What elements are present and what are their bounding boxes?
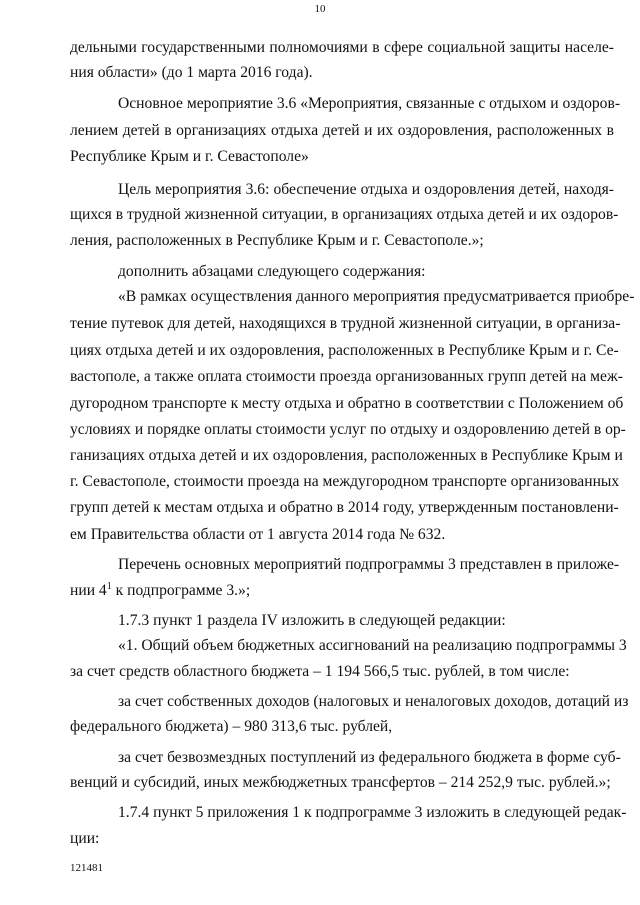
text-line: «В рамках осуществления данного мероприятия предусматривается приобре- bbox=[118, 288, 635, 305]
text-line: ем Правительства области от 1 августа 2014 года № 632. bbox=[70, 526, 446, 543]
text-line: за счет средств областного бюджета – 1 194 566,5 тыс. рублей, в том числе: bbox=[70, 663, 570, 680]
text-line: г. Севастополе, стоимости проезда на междугородном транспорте организованных bbox=[70, 473, 620, 490]
document-code: 121481 bbox=[70, 862, 103, 874]
text-line: «1. Общий объем бюджетных ассигнований на реализацию подпрограммы 3 bbox=[118, 637, 627, 654]
text-line: 1.7.4 пункт 5 приложения 1 к подпрограмме 3 изложить в следующей редак- bbox=[118, 804, 627, 821]
text-line: вастополе, а также оплата стоимости проезда организованных групп детей на меж- bbox=[70, 368, 623, 385]
text-line: дополнить абзацами следующего содержания: bbox=[118, 263, 426, 280]
page-number: 10 bbox=[314, 3, 326, 15]
superscript: 1 bbox=[106, 580, 112, 592]
text-line: условиях и порядке оплаты стоимости услуг по отдыху и оздоровлению детей в ор- bbox=[70, 421, 626, 438]
text-line: ции: bbox=[70, 830, 100, 847]
text-line: нии $4^1$ к подпрограмме 3.»; bbox=[70, 580, 251, 599]
text-line: ния области» (до 1 марта 2016 года). bbox=[70, 64, 313, 81]
text-line: за счет безвозмездных поступлений из федерального бюджета в форме суб- bbox=[118, 749, 621, 766]
text-line: 1.7.3 пункт 1 раздела IV изложить в следующей редакции: bbox=[118, 612, 506, 629]
text-line: ганизациях отдыха детей и их оздоровления, расположенных в Республике Крым и bbox=[70, 447, 623, 464]
text-line: венций и субсидий, иных межбюджетных трансфертов – 214 252,9 тыс. рублей.»; bbox=[70, 774, 611, 791]
text-line: тение путевок для детей, находящихся в трудной жизненной ситуации, в организа- bbox=[70, 315, 621, 332]
text-line: Перечень основных мероприятий подпрограммы 3 представлен в приложе- bbox=[118, 556, 620, 573]
text-line: Республике Крым и г. Севастополе» bbox=[70, 148, 309, 165]
text-line: циях отдыха детей и их оздоровления, расположенных в Республике Крым и г. Се- bbox=[70, 342, 619, 359]
text-line: дугородном транспорте к месту отдыха и обратно в соответствии с Положением об bbox=[70, 395, 624, 412]
text-line: дельными государственными полномочиями в сфере социальной защиты населе- bbox=[70, 39, 614, 56]
text-line: лением детей в организациях отдыха детей и их оздоровления, расположенных в bbox=[70, 122, 614, 139]
text-line: федерального бюджета) – 980 313,6 тыс. рублей, bbox=[70, 718, 393, 735]
text-line: групп детей к местам отдыха и обратно в 2014 году, утвержденным постановлени- bbox=[70, 499, 619, 516]
text-line: за счет собственных доходов (налоговых и неналоговых доходов, дотаций из bbox=[118, 693, 629, 710]
text-line: Цель мероприятия 3.6: обеспечение отдыха и оздоровления детей, находя- bbox=[118, 181, 614, 198]
text-line: щихся в трудной жизненной ситуации, в организациях отдыха детей и их оздоров- bbox=[70, 206, 619, 223]
text-line: Основное мероприятие 3.6 «Мероприятия, связанные с отдыхом и оздоров- bbox=[118, 95, 621, 112]
text-line: ления, расположенных в Республике Крым и г. Севастополе.»; bbox=[70, 232, 484, 249]
